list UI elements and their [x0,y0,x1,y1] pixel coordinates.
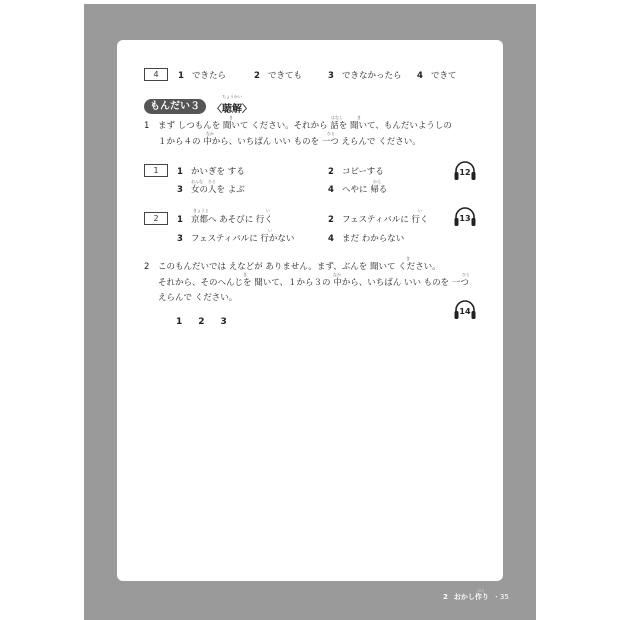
answer-choices [176,317,243,327]
ruby-iku2: い [418,208,422,213]
audio-track-12[interactable] [453,160,477,182]
ruby-iku3: い [268,228,272,233]
page-footer [443,592,509,602]
audio-track-13[interactable] [453,206,477,228]
question-number-box: 1 [144,164,168,177]
question-2-box-wrap [144,212,168,225]
ruby-kiite-2a: き [406,256,410,261]
ruby-hitotsu-2: ひと [462,272,470,277]
ruby-kiite-2b: き [243,272,247,277]
q4-option-4: 4 できて [417,71,457,81]
ruby-iku1: い [266,208,270,213]
q1-option-3: 3 女の人を よぶ [177,185,245,195]
q2-option-1: 1 京都へ あそびに 行く [177,215,273,225]
instruction-2-line-1: 2 このもんだいでは えなどが ありません。まず、ぶんを 聞いて ください。 [144,262,441,272]
instruction-2-line-2: それから、そのへんじを 聞いて、１から３の 中から、いちばん いい ものを 一つ [158,278,469,288]
audio-track-14[interactable] [453,299,477,321]
question-number-box: 4 [144,68,168,81]
ruby-kiite: き [229,115,233,120]
ruby-hito: ひと [208,179,216,184]
section-badge: もんだい３ [144,99,206,114]
section-subtitle: 〈聴解〉 [212,104,252,115]
ruby-kyoto: きょうと [193,208,209,213]
q4-option-2: 2 できても [254,71,303,81]
instruction-1-line-2: １から４の 中から、いちばん いい ものを 一つ えらんで ください。 [158,137,421,147]
instruction-2-line-3: えらんで ください。 [158,293,238,303]
q4-option-1: 1 できたら [178,71,227,81]
ruby-naka: なか [206,131,214,136]
page-number: ・35 [492,593,509,601]
question-number-box: 2 [144,212,168,225]
q2-option-3: 3 フェスティバルに 行かない [177,234,295,244]
question-4-row [144,68,168,81]
chapter-title: おかし作り [453,593,489,601]
q4-option-3: 3 できなかったら [328,71,402,81]
ruby-hitotsu: ひと [327,131,335,136]
answer-choice-1: 1 [176,317,183,327]
q1-option-2: 2 コピーする [328,167,384,177]
ruby-kiite2: き [357,115,361,120]
q2-option-4: 4 まだ わからない [328,234,405,244]
ruby-naka-2: なか [333,272,341,277]
chapter-number: 2 [443,593,448,601]
ruby-onna: おんな [191,179,203,184]
section-subtitle-ruby: ちょうかい [222,94,242,99]
ruby-kaeru: かえ [373,179,381,184]
answer-choice-3: 3 [220,317,227,327]
answer-choice-2: 2 [198,317,205,327]
q1-option-4: 4 へやに 帰る [328,185,388,195]
q1-option-1: 1 かいぎを する [177,167,245,177]
audio-track-number: 14 [459,307,471,316]
ruby-hanashi: はなし [331,115,343,120]
footer-ruby: つく [477,588,485,593]
q2-option-2: 2 フェスティバルに 行く [328,215,429,225]
audio-track-number: 13 [459,214,471,223]
audio-track-number: 12 [459,168,471,177]
question-1-box-wrap [144,164,168,177]
instruction-1-line-1: 1 まず しつもんを 聞いて ください。それから 話を 聞いて、もんだいようしの [144,121,452,131]
